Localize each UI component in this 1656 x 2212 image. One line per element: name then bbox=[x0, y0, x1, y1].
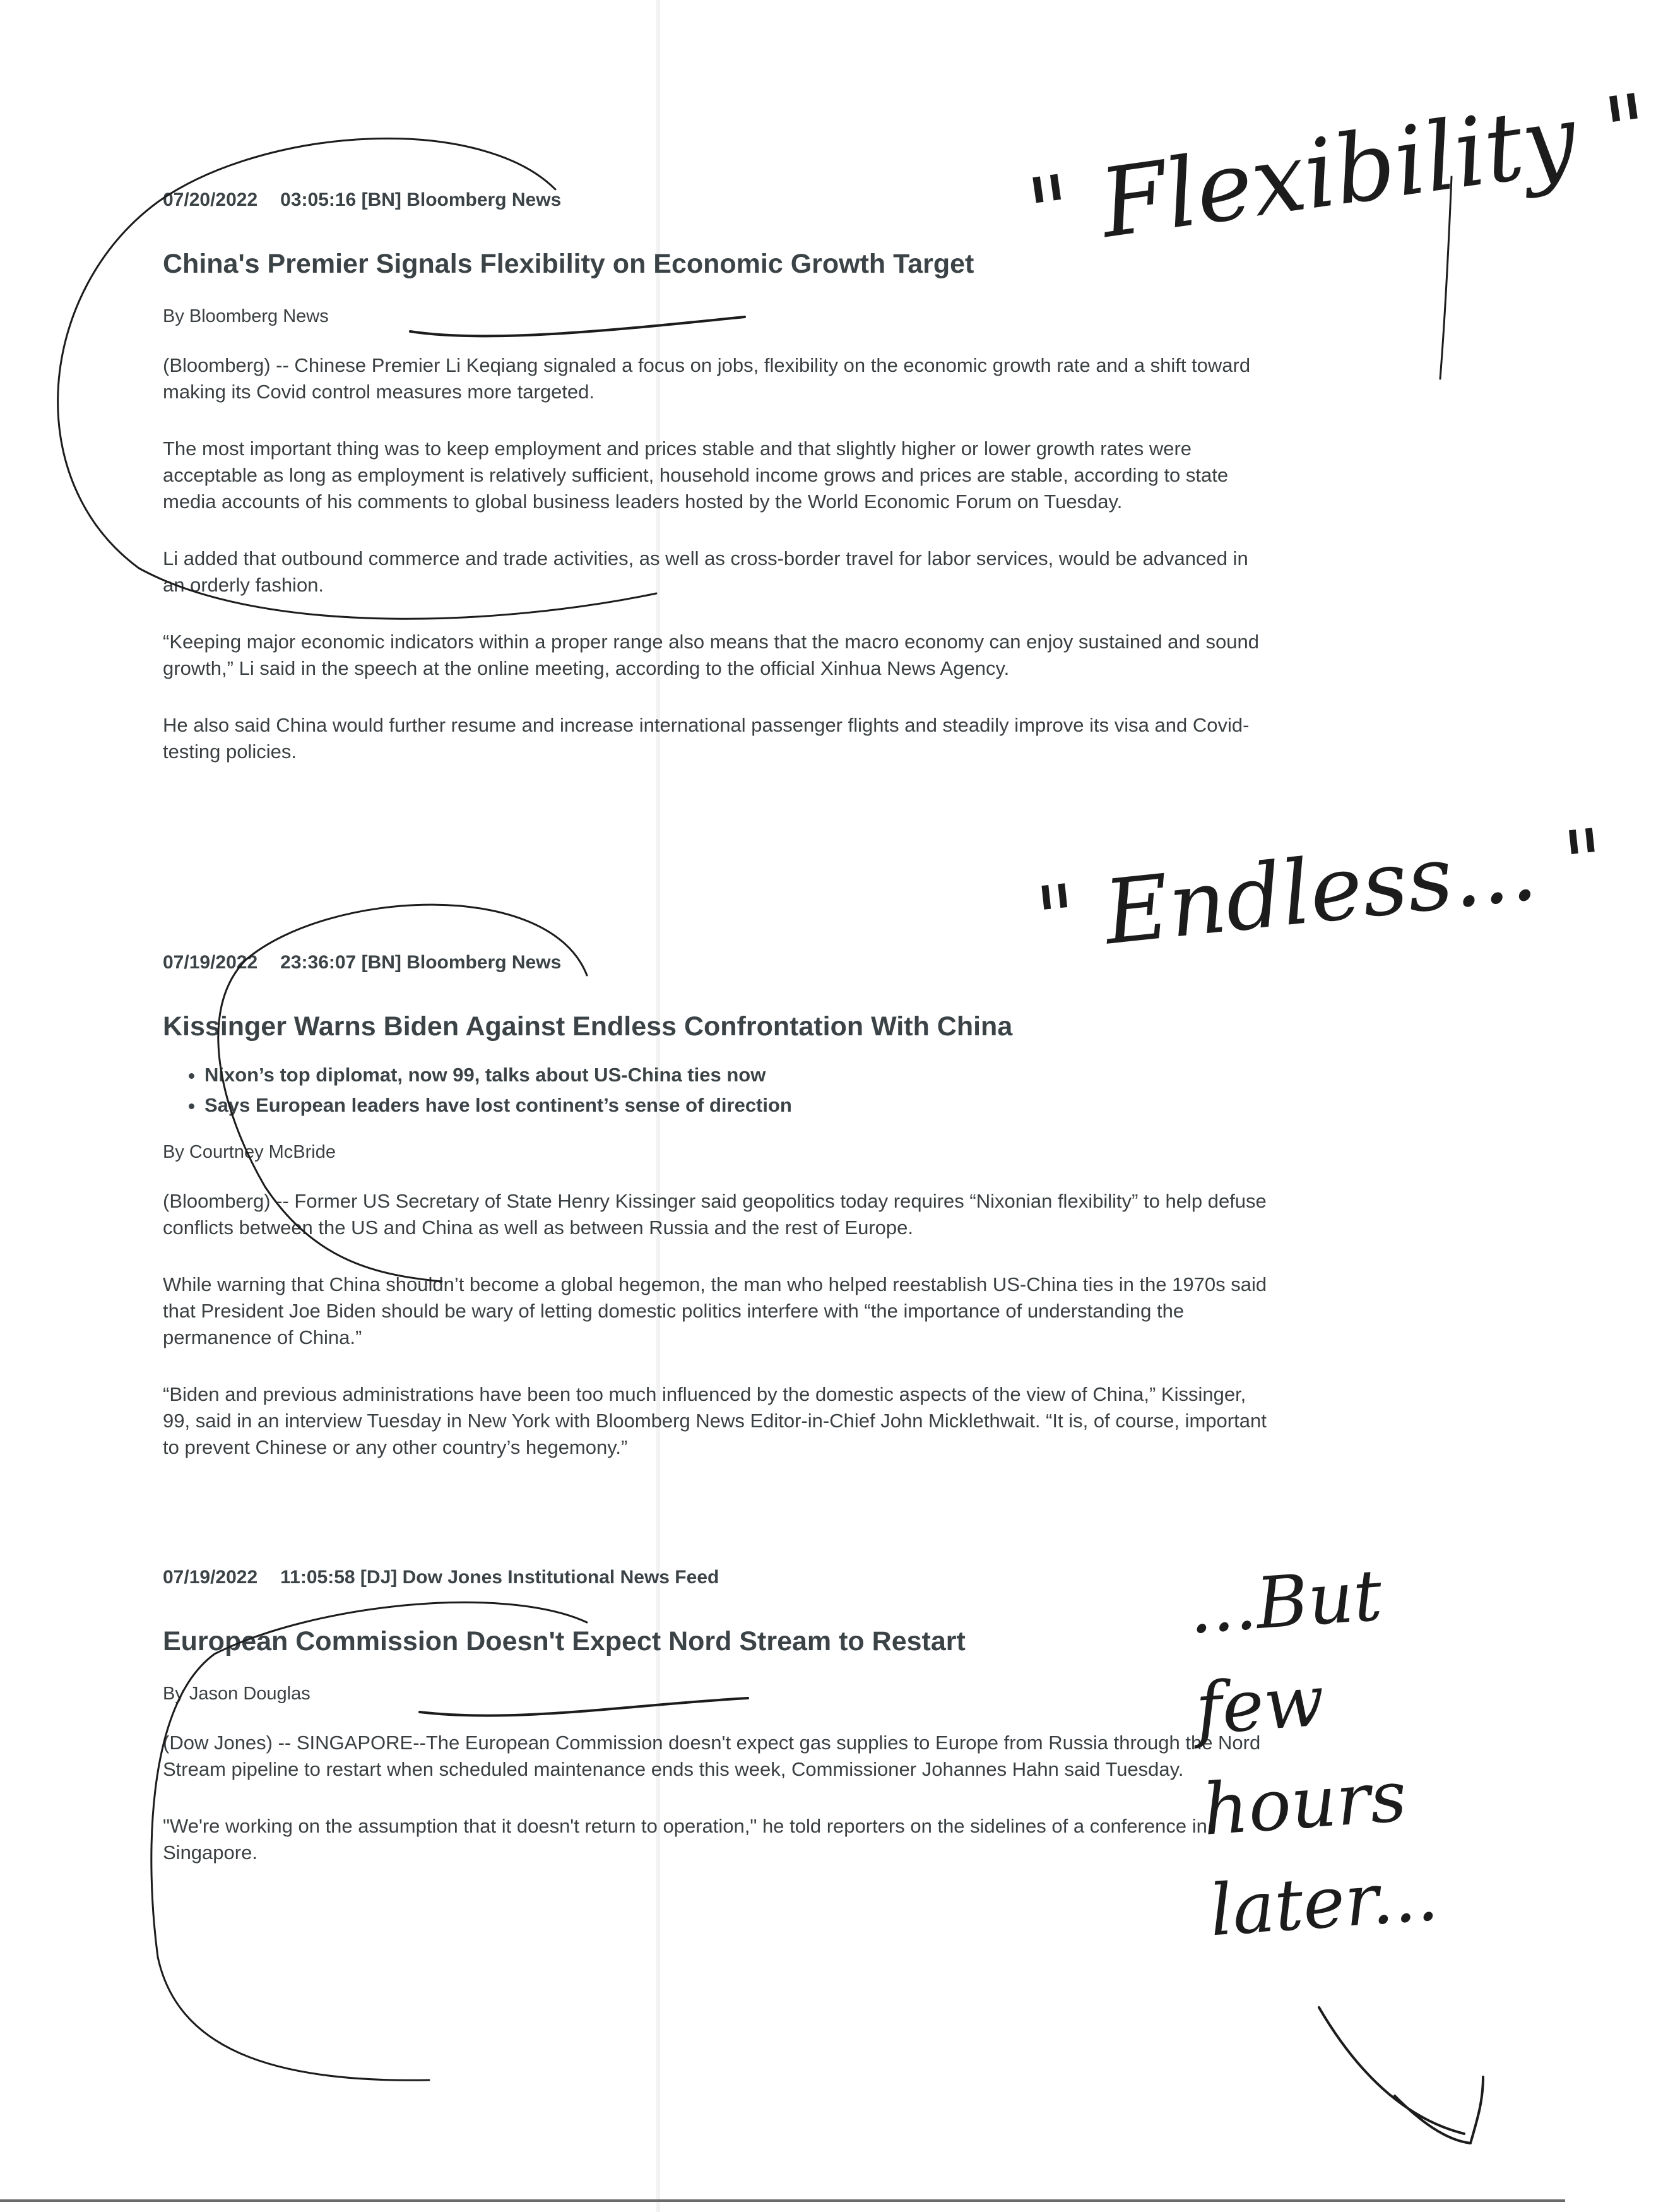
article-paragraph: He also said China would further resume and increase international passenger flights and steadily improve its visa and Covid-testing policies. bbox=[163, 714, 1250, 763]
article-paragraph: “Biden and previous administrations have been too much influenced by the domestic aspects of the view of China,” Kissinger, 99, said in an interview Tuesday in New York with Bloomberg News Editor-in-Chief John Micklethwait. “It is, of course, important to prevent Chinese or any other country’s hegemony.” bbox=[163, 1383, 1267, 1458]
article-headline: Kissinger Warns Biden Against Endless Confrontation With China bbox=[163, 1011, 1013, 1042]
article-paragraph: "We're working on the assumption that it doesn't return to operation," he told reporters on the sidelines of a conference in Singapore. bbox=[163, 1815, 1207, 1864]
article-paragraph: (Dow Jones) -- SINGAPORE--The European Commission doesn't expect gas supplies to Europe from Russia through the Nord Stream pipeline to restart when scheduled maintenance ends this week, Commissioner Johannes Hahn said Tuesday. bbox=[163, 1732, 1261, 1780]
article-paragraph: “Keeping major economic indicators within a proper range also means that the macro economy can enjoy sustained and sound growth,” Li said in the speech at the online meeting, according to the official Xinhua News Agency. bbox=[163, 631, 1259, 679]
article-paragraph: (Bloomberg) -- Chinese Premier Li Keqiang signaled a focus on jobs, flexibility on the economic growth rate and a shift toward making its Covid control measures more targeted. bbox=[163, 354, 1251, 403]
article-headline: European Commission Doesn't Expect Nord Stream to Restart bbox=[163, 1626, 966, 1656]
article-time-source: 11:05:58 [DJ] Dow Jones Institutional News Feed bbox=[280, 1567, 719, 1588]
article-byline: By Jason Douglas bbox=[163, 1684, 310, 1704]
article-date: 07/20/2022 bbox=[163, 189, 258, 210]
article-date: 07/19/2022 bbox=[163, 952, 258, 973]
article-1 bbox=[163, 189, 1274, 765]
pen-arrowhead-stroke bbox=[1395, 2077, 1483, 2143]
pen-arrow-curve bbox=[1319, 2007, 1464, 2134]
article-2 bbox=[163, 952, 1274, 1461]
article-byline: By Courtney McBride bbox=[163, 1142, 336, 1162]
article-bullet: • Nixon’s top diplomat, now 99, talks about US-China ties now bbox=[204, 1060, 1274, 1090]
handwritten-note-flexibility: " Flexibility " bbox=[1020, 73, 1656, 270]
article-meta bbox=[163, 1567, 1274, 1588]
article-paragraph: (Bloomberg) -- Former US Secretary of State Henry Kissinger said geopolitics today requires “Nixonian flexibility” to help defuse conflicts between the US and China as well as between Russia and the rest of Europe. bbox=[163, 1190, 1267, 1239]
article-headline: China's Premier Signals Flexibility on Economic Growth Target bbox=[163, 249, 974, 279]
article-time-source: 23:36:07 [BN] Bloomberg News bbox=[280, 952, 562, 973]
article-bullet-list bbox=[163, 1060, 1274, 1121]
article-paragraph: While warning that China shouldn’t become a global hegemon, the man who helped reestablish US-China ties in the 1970s said that President Joe Biden should be wary of letting domestic politics interfere with “the importance of understanding the permanence of China.” bbox=[163, 1273, 1267, 1348]
article-byline: By Bloomberg News bbox=[163, 306, 329, 326]
article-date: 07/19/2022 bbox=[163, 1567, 258, 1588]
article-paragraph: Li added that outbound commerce and trade activities, as well as cross-border travel for labor services, would be advanced in an orderly fashion. bbox=[163, 547, 1248, 596]
article-bullet: • Says European leaders have lost continent’s sense of direction bbox=[204, 1090, 1274, 1121]
article-time-source: 03:05:16 [BN] Bloomberg News bbox=[280, 189, 562, 210]
handwritten-note-endless: " Endless... " bbox=[1031, 810, 1610, 972]
article-paragraph: The most important thing was to keep employment and prices stable and that slightly higher or lower growth rates were acceptable as long as employment is relatively sufficient, household income grows and prices are stable, according to state media accounts of his comments to global business leaders hosted by the World Economic Forum on Tuesday. bbox=[163, 437, 1229, 513]
page-bottom-rule bbox=[0, 2199, 1565, 2202]
article-3 bbox=[163, 1567, 1274, 1866]
handwritten-note-few-hours-later: ...But few hours later... bbox=[1186, 1554, 1441, 1953]
